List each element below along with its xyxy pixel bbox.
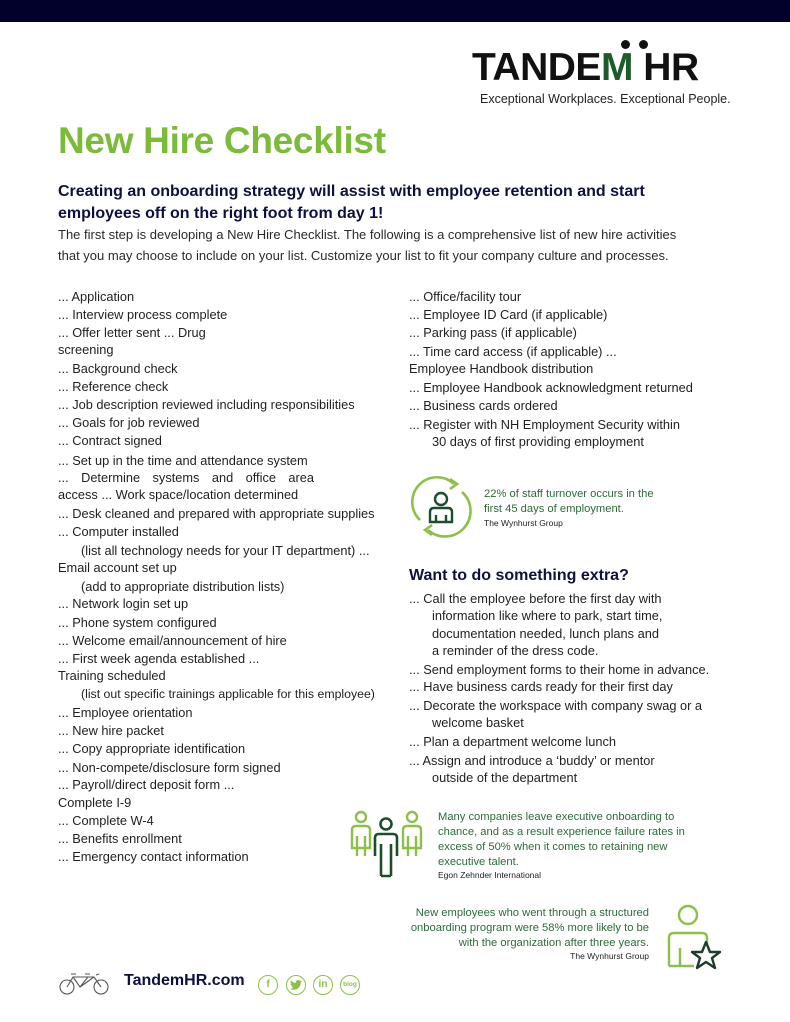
intro-text	[58, 224, 748, 266]
extra-item: ... Call the employee before the first day with	[409, 591, 662, 606]
tandem-hr-logo	[472, 40, 734, 110]
checklist-item: ... Business cards ordered	[409, 398, 558, 413]
blog-icon[interactable]: blog	[340, 975, 360, 995]
checklist-item: ... Network login set up	[58, 596, 189, 611]
stat-line: excess of 50% when it comes to retaining new	[438, 841, 668, 853]
checklist-note: 30 days of first providing employment	[432, 434, 644, 449]
extra-item: ... Assign and introduce a ‘buddy’ or mentor	[409, 753, 655, 768]
stat-line: onboarding program were 58% more likely to be	[410, 922, 649, 934]
checklist-item: ... Interview process complete	[58, 307, 228, 322]
checklist-item: ... Set up in the time and attendance system	[58, 453, 308, 468]
checklist-item: ... Goals for job reviewed	[58, 415, 200, 430]
checklist-item: Email account set up	[58, 560, 177, 575]
checklist-item: ... Employee ID Card (if applicable)	[409, 307, 608, 322]
extra-item: ... Plan a department welcome lunch	[409, 734, 616, 749]
team-icon	[348, 810, 426, 878]
checklist-item: ... Non-compete/disclosure form signed	[58, 760, 281, 775]
checklist-item: ... Employee Handbook acknowledgment returned	[409, 380, 693, 395]
page-title: New Hire Checklist	[58, 120, 386, 161]
checklist-item: ... Register with NH Employment Security within	[409, 417, 680, 432]
extra-item-cont: information like where to park, start time,	[432, 608, 663, 623]
stat-line: with the organization after three years.	[458, 937, 649, 949]
extra-item: ... Have business cards ready for their first day	[409, 679, 673, 694]
stat-line: executive talent.	[438, 856, 519, 868]
checklist-item: ... Offer letter sent ... Drug	[58, 325, 206, 340]
stat-source: Egon Zehnder International	[438, 870, 542, 880]
extra-item-cont: welcome basket	[432, 715, 524, 730]
logo-tagline: Exceptional Workplaces. Exceptional People.	[480, 92, 731, 106]
checklist-item: ... Copy appropriate identification	[58, 741, 246, 756]
checklist-note: (list out specific trainings applicable for this employee)	[81, 687, 375, 701]
intro-line: The first step is developing a New Hire Checklist. The following is a comprehensive list of new hire activities	[58, 227, 677, 242]
intro-line: that you may choose to include on your list. Customize your list to fit your company culture and processes.	[58, 248, 669, 263]
twitter-icon[interactable]	[286, 975, 306, 995]
website-link[interactable]: TandemHR.com	[124, 972, 245, 989]
checklist-item: ... Background check	[58, 361, 178, 376]
checklist-item: ... Time card access (if applicable) ...	[409, 344, 617, 359]
checklist-item: ... First week agenda established ...	[58, 651, 260, 666]
extra-item-cont: documentation needed, lunch plans and	[432, 626, 659, 641]
checklist-note: (list all technology needs for your IT department) ...	[81, 543, 370, 558]
extra-item-cont: outside of the department	[432, 770, 578, 785]
checklist-item: ... Contract signed	[58, 433, 162, 448]
stat-line: 22% of staff turnover occurs in the	[484, 488, 654, 500]
checklist-item: Employee Handbook distribution	[409, 361, 594, 376]
checklist-item: ... Office/facility tour	[409, 289, 522, 304]
logo-wordmark: TANDEM HR	[472, 46, 699, 89]
checklist-item: ... Payroll/direct deposit form ...	[58, 777, 235, 792]
checklist-item: ... Emergency contact information	[58, 849, 249, 864]
checklist-item: screening	[58, 342, 114, 357]
checklist-item: ... Welcome email/announcement of hire	[58, 633, 287, 648]
checklist-item: ... Determine systems and office area	[58, 470, 314, 485]
checklist-item: Training scheduled	[58, 668, 166, 683]
stat-line: first 45 days of employment.	[484, 503, 624, 515]
stat-line: Many companies leave executive onboarding to	[438, 811, 675, 823]
tandem-bicycle-icon	[58, 970, 110, 996]
stat-executive-text	[438, 810, 685, 870]
checklist-item: ... Application	[58, 289, 135, 304]
extra-item-cont: a reminder of the dress code.	[432, 643, 599, 658]
checklist-item: ... Computer installed	[58, 524, 179, 539]
stat-structured-onboarding-text	[396, 906, 649, 951]
checklist-item: ... Desk cleaned and prepared with appropriate supplies	[58, 506, 375, 521]
stat-line: chance, and as a result experience failure rates in	[438, 826, 685, 838]
extra-item: ... Send employment forms to their home in advance.	[409, 662, 710, 677]
extra-item: ... Decorate the workspace with company swag or a	[409, 698, 703, 713]
checklist-item: ... Complete W-4	[58, 813, 154, 828]
top-bar	[0, 0, 790, 22]
linkedin-icon[interactable]: in	[313, 975, 333, 995]
stat-source: The Wynhurst Group	[570, 951, 649, 961]
checklist-item: ... New hire packet	[58, 723, 164, 738]
checklist-item: ... Job description reviewed including responsibilities	[58, 397, 355, 412]
checklist-note: (add to appropriate distribution lists)	[81, 579, 285, 594]
checklist-item: ... Reference check	[58, 379, 169, 394]
person-star-icon	[666, 904, 724, 972]
stat-turnover-text	[484, 487, 654, 517]
person-cycle-icon	[410, 474, 472, 538]
checklist-item: ... Phone system configured	[58, 615, 217, 630]
stat-source: The Wynhurst Group	[484, 518, 563, 528]
subtitle: Creating an onboarding strategy will assist with employee retention and start employees off on the right foot from day 1!	[58, 183, 645, 222]
checklist-item: Complete I-9	[58, 795, 132, 810]
checklist-item: ... Employee orientation	[58, 705, 193, 720]
extra-section-title: Want to do something extra?	[409, 567, 629, 584]
stat-line: New employees who went through a structured	[415, 907, 649, 919]
facebook-icon[interactable]: f	[258, 975, 278, 995]
checklist-item: access ... Work space/location determined	[58, 487, 299, 502]
checklist-item: ... Parking pass (if applicable)	[409, 325, 577, 340]
checklist-item: ... Benefits enrollment	[58, 831, 182, 846]
